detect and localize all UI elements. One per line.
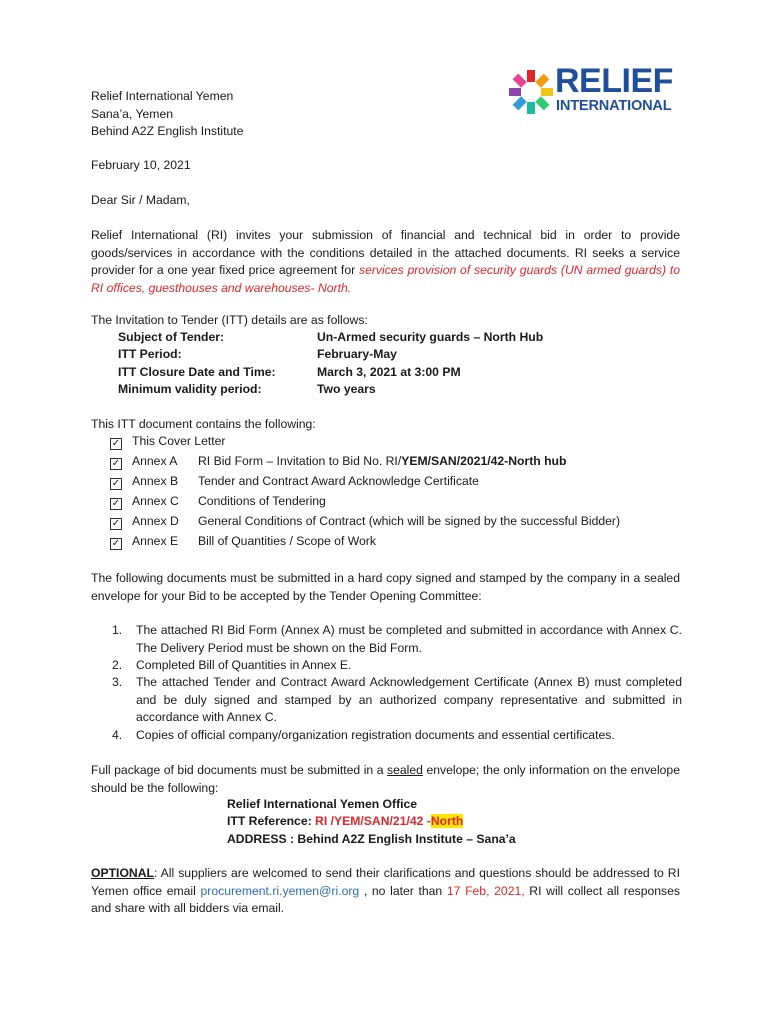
contents-desc (198, 453, 566, 471)
envelope-line-address: ADDRESS : Behind A2Z English Institute – Sana’a (227, 832, 516, 846)
envelope-text: Full package of bid documents must be submitted in a (91, 763, 388, 777)
optional-deadline: 17 Feb, 2021, (446, 883, 525, 898)
envelope-text: envelope; the only information on the envelope should be the following: (91, 763, 680, 795)
checkbox-checked-icon: ✓ (111, 518, 121, 529)
contents-desc: Tender and Contract Award Acknowledge Certificate (198, 474, 479, 488)
requirement-number: 4. (112, 728, 123, 742)
procurement-email-link[interactable]: procurement.ri.yemen@ri.org (200, 883, 360, 898)
itt-detail-value: Two years (317, 382, 376, 396)
itt-detail-value: February-May (317, 347, 397, 361)
salutation: Dear Sir / Madam, (91, 193, 190, 207)
optional-text: , no later than (359, 883, 447, 898)
address-line: Sana’a, Yemen (91, 106, 173, 121)
envelope-line-office: Relief International Yemen Office (227, 797, 418, 811)
contents-annex: Annex B (132, 474, 179, 488)
contents-item (110, 513, 621, 531)
address-line: Behind A2Z English Institute (91, 124, 244, 138)
contents-annex: Annex C (132, 494, 179, 508)
optional-text: RI will collect all responses and share with all bidders via email. (91, 883, 681, 915)
requirement-text: Completed Bill of Quantities in Annex E. (136, 658, 352, 672)
optional-text: : All suppliers are welcomed to send their clarifications and questions should be addressed to RI Yemen office email (91, 866, 680, 898)
contents-annex: Annex A (132, 454, 178, 468)
letter-date: February 10, 2021 (91, 158, 191, 172)
checkbox-checked-icon: ✓ (111, 438, 121, 449)
logo-word-relief: RELIEF (555, 62, 673, 100)
itt-detail-value: Un-Armed security guards – North Hub (317, 330, 544, 344)
contents-annex: Annex D (132, 514, 179, 528)
contents-item (110, 433, 225, 451)
itt-detail-label: Subject of Tender: (118, 330, 225, 344)
envelope-line-reference (227, 813, 463, 831)
checkbox-checked-icon: ✓ (111, 498, 121, 509)
requirement-item (112, 727, 682, 745)
requirement-item (112, 657, 682, 675)
requirement-number: 2. (112, 658, 123, 672)
requirement-number: 1. (112, 623, 123, 637)
reference-code: RI /YEM/SAN/21/42 - (315, 814, 431, 828)
itt-detail-label: ITT Period: (118, 347, 182, 361)
checkbox-checked-icon: ✓ (111, 538, 121, 549)
requirement-item (112, 674, 682, 727)
intro-text: Relief International (RI) invites your submission of financial and technical bid in order to provide goods/services in accordance with the conditions detailed in the attached documents. RI seeks a service provider for a one year fixed price agreement for (91, 228, 680, 277)
address-line: Relief International Yemen (91, 89, 234, 103)
contents-desc-text: RI Bid Form – Invitation to Bid No. RI/ (198, 454, 402, 468)
optional-label: OPTIONAL (91, 866, 154, 880)
contents-desc: Conditions of Tendering (198, 494, 326, 508)
envelope-sealed: sealed (387, 763, 423, 777)
contents-item (110, 473, 479, 491)
contents-desc: Bill of Quantities / Scope of Work (198, 534, 376, 548)
requirement-text: Copies of official company/organization registration documents and essential certificates. (136, 728, 615, 742)
contents-item (110, 533, 376, 551)
contents-item (110, 453, 567, 471)
itt-detail-label: Minimum validity period: (118, 382, 262, 396)
reference-label: ITT Reference: (227, 814, 316, 828)
checkbox-checked-icon: ✓ (111, 478, 121, 489)
logo-word-international: INTERNATIONAL (556, 98, 672, 114)
intro-highlight: services provision of security guards (UN armed guards) to RI offices, guesthouses and warehouses- North. (91, 263, 680, 295)
requirement-item (112, 622, 682, 657)
itt-detail-label: ITT Closure Date and Time: (118, 365, 276, 379)
checkbox-checked-icon: ✓ (111, 458, 121, 469)
relief-international-logo (508, 62, 684, 118)
requirement-text: The attached Tender and Contract Award Acknowledgement Certificate (Annex B) must completed and be duly signed and stamped by an authorized company representative and submitted in accordance with Annex C. (136, 675, 682, 724)
contents-annex: Annex E (132, 534, 179, 548)
sender-address (91, 88, 243, 141)
pinwheel-icon (508, 66, 554, 116)
submission-intro: The following documents must be submitted in a hard copy signed and stamped by the company in a sealed envelope for your Bid to be accepted by the Tender Opening Committee: (91, 571, 680, 603)
contents-annex: This Cover Letter (132, 434, 226, 448)
contents-intro: This ITT document contains the following: (91, 417, 316, 431)
envelope-paragraph (91, 762, 680, 797)
optional-paragraph (91, 865, 680, 918)
contents-item (110, 493, 326, 511)
itt-intro: The Invitation to Tender (ITT) details are as follows: (91, 313, 368, 327)
itt-detail-value: March 3, 2021 at 3:00 PM (317, 365, 461, 379)
requirement-text: The attached RI Bid Form (Annex A) must be completed and submitted in accordance with Annex C. The Delivery Period must be shown on the Bid Form. (136, 623, 682, 655)
intro-paragraph (91, 227, 680, 297)
contents-desc: General Conditions of Contract (which will be signed by the successful Bidder) (198, 514, 621, 528)
contents-desc-bold: YEM/SAN/2021/42-North hub (401, 454, 567, 468)
requirement-number: 3. (112, 675, 123, 689)
reference-hub: North (430, 814, 464, 828)
